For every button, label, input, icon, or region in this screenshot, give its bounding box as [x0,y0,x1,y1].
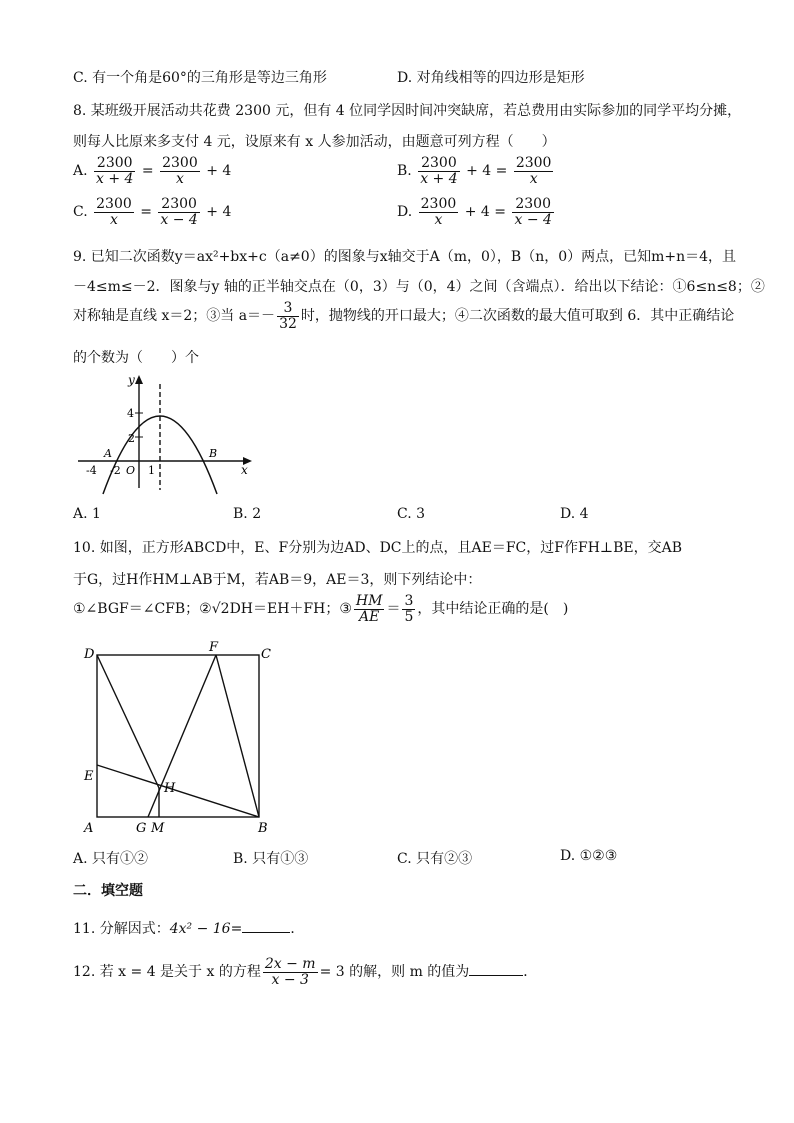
fraction: $\frac{2x - m}{x - 3}$ [264,956,316,988]
vertex-a-label: A [84,821,94,836]
q10-option-d: D. ①②③ [560,848,618,864]
q9-stem-line3: 对称轴是直线 x＝2；③当 a＝－ $\frac{3}{32}$ 时，抛物线的开口最大；④二次函数的最大值可取到 6．其中正确结论 [73,300,735,332]
point-e-label: E [84,769,94,784]
fraction: $\frac{2300}{x + 4}$ [420,155,458,187]
fraction: $\frac{2300}{x - 4}$ [514,196,552,228]
point-h-label: H [164,781,176,796]
option-label: A. [73,163,88,180]
tick-label: 2 [128,432,135,445]
option-label: B. [397,163,412,180]
q8-option-a: A. $\frac{2300}{x + 4}$ = $\frac{2300}{x}$ + 4 [73,155,232,187]
q10-option-c: C. 只有②③ [397,851,473,867]
q9-option-a: A. 1 [73,506,101,522]
fraction: $\frac{2300}{x}$ [515,155,552,187]
section-title-fill-in: 二．填空题 [73,883,143,899]
q12-question: 12. 若 x = 4 是关于 x 的方程 $\frac{2x - m}{x - 3}$ = 3 的解，则 m 的值为 ． [73,956,538,988]
fraction: $\frac{3}{32}$ [279,300,297,332]
point-m-label: M [151,821,165,836]
option-label: C. [73,204,88,221]
fraction: $\frac{2300}{x + 4}$ [96,155,134,187]
fraction: $\frac{2300}{x}$ [420,196,457,228]
q8-stem-line1: 8. 某班级开展活动共花费 2300 元，但有 4 位同学因时间冲突缺席，若总费用由实际参加的同学平均分摊， [73,103,742,119]
y-axis-label: y [128,373,135,387]
vertex-b-label: B [258,821,268,836]
vertex-c-label: C [261,647,271,662]
q9-option-b: B. 2 [233,506,262,522]
q10-option-a: A. 只有①② [73,851,149,867]
q10-stem-line1: 10. 如图，正方形ABCD中，E、F分别为边AD、DC上的点，且AE＝FC，过F作FH⊥BE，交AB [73,540,682,556]
option-label: D. [397,204,413,221]
origin-label: O [126,464,136,477]
tick-label: 4 [127,407,134,420]
q11-question: 11. 分解因式：4x² − 16= ． [73,921,305,937]
x-axis-label: x [241,463,248,477]
q7-option-c: C. 有一个角是60°的三角形是等边三角形 [73,70,327,86]
fraction: $\frac{2300}{x}$ [96,196,132,228]
q9-option-d: D. 4 [560,506,589,522]
tick-label: 1 [148,464,155,477]
tick-label: -2 [110,464,121,477]
q8-option-d: D. $\frac{2300}{x}$ + 4 = $\frac{2300}{x - 4}$ [397,196,552,228]
tick-label: -4 [86,464,97,477]
q8-option-c: C. $\frac{2300}{x}$ = $\frac{2300}{x - 4}$ + 4 [73,196,232,228]
vertex-d-label: D [84,647,95,662]
point-g-label: G [136,821,147,836]
point-a-label: A [104,447,112,460]
q7-option-d: D. 对角线相等的四边形是矩形 [397,70,585,86]
q8-stem-line2: 则每人比原来多支付 4 元，设原来有 x 人参加活动，由题意可列方程（ ） [73,134,556,150]
q9-option-c: C. 3 [397,506,426,522]
q10-stem-line3: ①∠BGF＝∠CFB；②√2DH＝EH＋FH；③ $\frac{HM}{AE}$ ＝ $\frac{3}{5}$ ，其中结论正确的是( ) [73,593,569,625]
q9-stem-line2: －4≤m≤－2．图象与y 轴的正半轴交点在（0，3）与（0，4）之间（含端点）．给出以下结论：①6≤n≤8；② [73,279,765,295]
fraction: $\frac{3}{5}$ [404,593,414,625]
fraction: $\frac{HM}{AE}$ [355,593,383,625]
q9-parabola-graph [70,370,260,495]
point-f-label: F [209,640,219,655]
fraction: $\frac{2300}{x - 4}$ [160,196,198,228]
q10-square-figure [80,640,280,840]
q9-stem-line1: 9. 已知二次函数y＝ax²+bx+c（a≠0）的图象与x轴交于A（m，0），B（n，0）两点，已知m+n＝4，且 [73,249,737,265]
point-b-label: B [209,447,218,460]
q8-option-b: B. $\frac{2300}{x + 4}$ + 4 = $\frac{2300}{x}$ [397,155,552,187]
q10-stem-line2: 于G，过H作HM⊥AB于M，若AB＝9，AE＝3，则下列结论中： [73,572,482,588]
answer-blank [469,963,523,976]
q9-stem-line4: 的个数为（ ）个 [73,350,199,366]
fraction: $\frac{2300}{x}$ [162,155,198,187]
answer-blank [242,920,290,933]
q10-option-b: B. 只有①③ [233,851,309,867]
